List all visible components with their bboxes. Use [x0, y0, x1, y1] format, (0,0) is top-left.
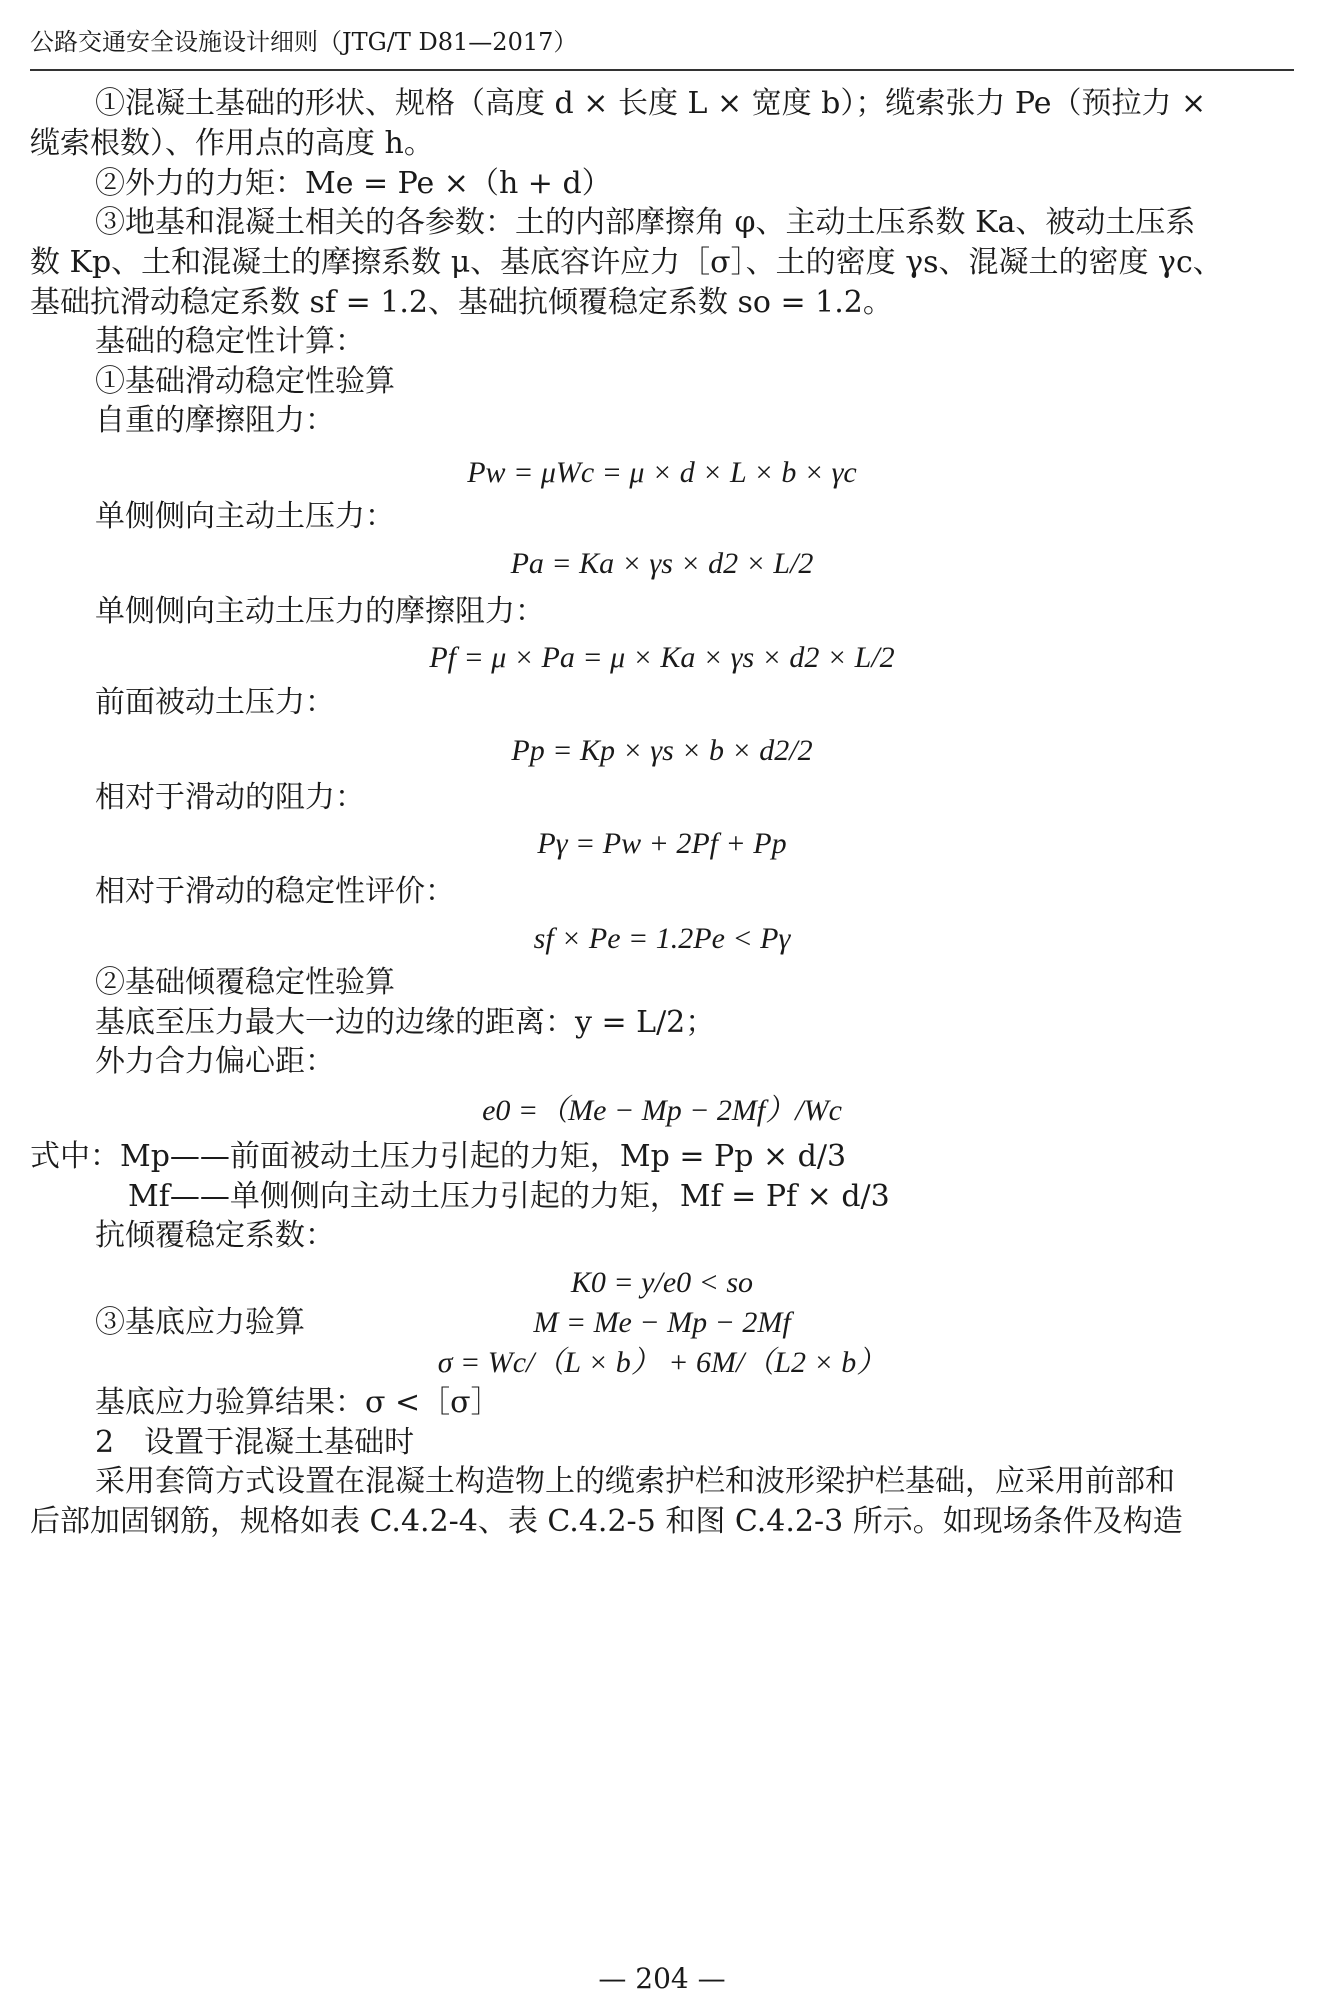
section-heading: ①基础滑动稳定性验算 [95, 364, 395, 399]
text-line: 外力合力偏心距： [95, 1044, 335, 1079]
equation: Pw = μWc = μ × d × L × b × γc [467, 456, 857, 489]
equation: e0 =（Me − Mp − 2Mf）/Wc [482, 1094, 842, 1127]
equation: K0 = y/e0 < so [570, 1266, 754, 1299]
text-line: 自重的摩擦阻力： [95, 403, 335, 438]
equation: Pa = Ka × γs × d2 × L/2 [510, 547, 814, 580]
where-clause: 式中：Mp——前面被动土压力引起的力矩，Mp = Pp × d/3 [30, 1139, 847, 1174]
text-line: 前面被动土压力： [95, 685, 335, 720]
text-line: 抗倾覆稳定系数： [95, 1218, 335, 1253]
text-line: 单侧侧向主动土压力： [95, 499, 395, 534]
text-line: 基础抗滑动稳定系数 sf = 1.2、基础抗倾覆稳定系数 so = 1.2。 [30, 285, 893, 320]
section-heading: ③基底应力验算 [95, 1305, 305, 1340]
equation: Pγ = Pw + 2Pf + Pp [537, 827, 787, 860]
text-line: 基础的稳定性计算： [95, 324, 365, 359]
equation: Pf = μ × Pa = μ × Ka × γs × d2 × L/2 [429, 641, 895, 674]
subsection-heading: 2 设置于混凝土基础时 [95, 1425, 415, 1460]
text-line: ③地基和混凝土相关的各参数：土的内部摩擦角 φ、主动土压系数 Ka、被动土压系 [95, 205, 1196, 240]
text-line: 基底至压力最大一边的边缘的距离：y = L/2； [95, 1005, 716, 1040]
equation: Pp = Kp × γs × b × d2/2 [511, 734, 813, 767]
text-line: ②外力的力矩：Me = Pe ×（h + d） [95, 166, 612, 201]
text-line: 采用套筒方式设置在混凝土构造物上的缆索护栏和波形梁护栏基础，应采用前部和 [95, 1464, 1175, 1499]
where-clause: Mf——单侧侧向主动土压力引起的力矩，Mf = Pf × d/3 [128, 1179, 890, 1214]
text-line: 缆索根数）、作用点的高度 h。 [30, 126, 434, 161]
equation: M = Me − Mp − 2Mf [533, 1306, 791, 1339]
text-line: 基底应力验算结果：σ <［σ］ [95, 1385, 501, 1420]
text-line: 相对于滑动的阻力： [95, 780, 365, 815]
section-heading: ②基础倾覆稳定性验算 [95, 965, 395, 1000]
text-line: 单侧侧向主动土压力的摩擦阻力： [95, 594, 545, 629]
text-line: 后部加固钢筋，规格如表 C.4.2-4、表 C.4.2-5 和图 C.4.2-3 所示。如现场条件及构造 [30, 1504, 1183, 1539]
text-line: 相对于滑动的稳定性评价： [95, 874, 455, 909]
running-header: 公路交通安全设施设计细则（JTG/T D81—2017） [30, 22, 1294, 71]
page-number: — 204 — [598, 1962, 726, 1995]
text-line: 数 Kp、土和混凝土的摩擦系数 μ、基底容许应力［σ］、土的密度 γs、混凝土的密度 γc、 [30, 245, 1223, 280]
text-line: ①混凝土基础的形状、规格（高度 d × 长度 L × 宽度 b）；缆索张力 Pe（预拉力 × [95, 86, 1207, 121]
equation: σ = Wc/（L × b） + 6M/（L2 × b） [437, 1346, 887, 1379]
equation: sf × Pe = 1.2Pe < Pγ [533, 922, 791, 955]
